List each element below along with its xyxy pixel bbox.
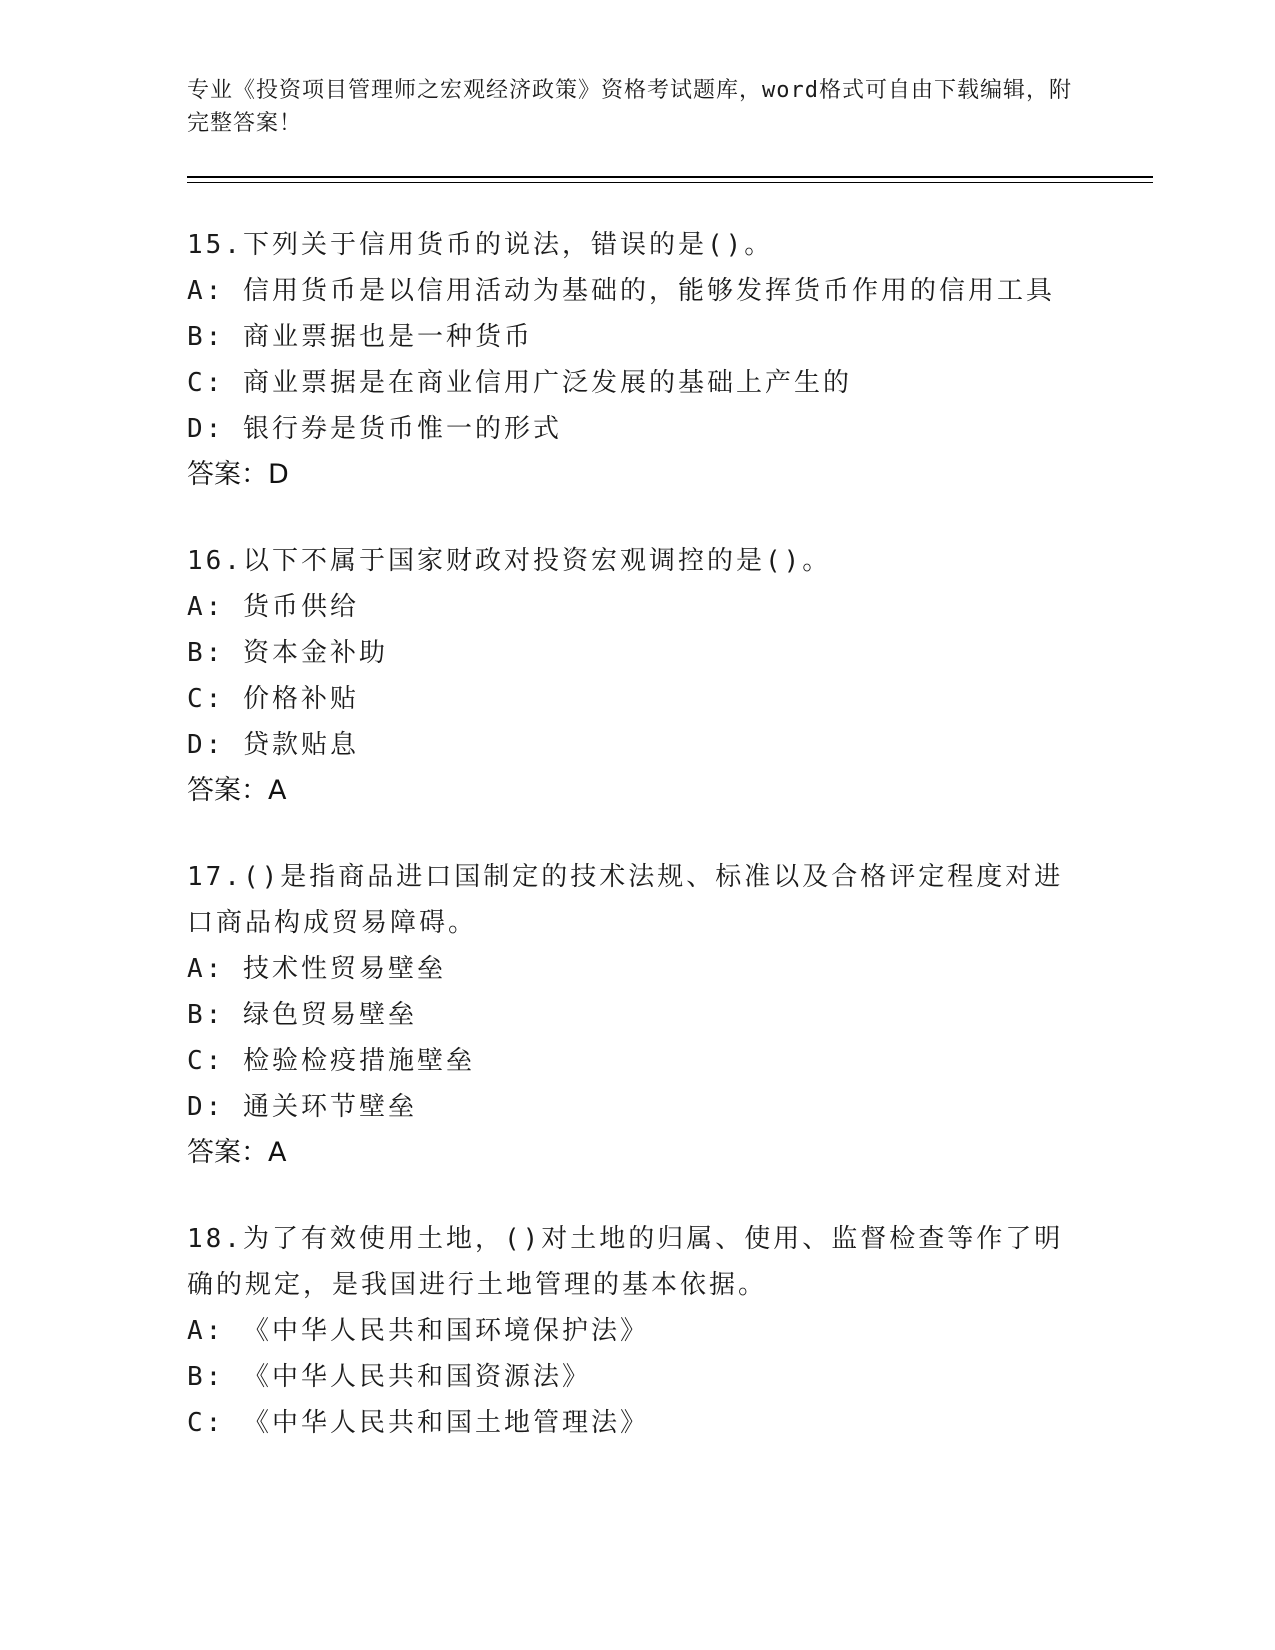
- option-c: C: 检验检疫措施壁垒: [187, 1046, 475, 1076]
- option-b: B: 商业票据也是一种货币: [187, 322, 533, 352]
- option-a: A: 技术性贸易壁垒: [187, 954, 446, 984]
- question-stem: 18.为了有效使用土地，()对土地的归属、使用、监督检查等作了明确的规定，是我国进行土地管理的基本依据。: [187, 1224, 1064, 1300]
- option-a: A: 信用货币是以信用活动为基础的，能够发挥货币作用的信用工具: [187, 276, 1055, 306]
- option-b: B: 资本金补助: [187, 638, 388, 668]
- option-d: D: 贷款贴息: [187, 730, 359, 760]
- question-stem: 17.()是指商品进口国制定的技术法规、标准以及合格评定程度对进口商品构成贸易障碍。: [187, 862, 1064, 938]
- option-c: C: 《中华人民共和国土地管理法》: [187, 1408, 649, 1438]
- answer-label: 答案：D: [187, 459, 289, 490]
- option-d: D: 银行券是货币惟一的形式: [187, 414, 562, 444]
- header-divider-thick: [187, 176, 1153, 178]
- question-15: [187, 222, 1087, 498]
- question-stem: 15.下列关于信用货币的说法，错误的是()。: [187, 230, 774, 260]
- option-a: A: 《中华人民共和国环境保护法》: [187, 1316, 649, 1346]
- question-17: [187, 854, 1087, 1176]
- answer-label: 答案：A: [187, 1137, 287, 1168]
- option-c: C: 价格补贴: [187, 684, 359, 714]
- document-header: 专业《投资项目管理师之宏观经济政策》资格考试题库，word格式可自由下载编辑，附完整答案！: [187, 78, 1072, 136]
- option-b: B: 绿色贸易壁垒: [187, 1000, 417, 1030]
- option-b: B: 《中华人民共和国资源法》: [187, 1362, 591, 1392]
- option-a: A: 货币供给: [187, 592, 359, 622]
- question-18: [187, 1216, 1087, 1446]
- option-d: D: 通关环节壁垒: [187, 1092, 417, 1122]
- option-c: C: 商业票据是在商业信用广泛发展的基础上产生的: [187, 368, 852, 398]
- question-16: [187, 538, 1087, 814]
- question-stem: 16.以下不属于国家财政对投资宏观调控的是()。: [187, 546, 832, 576]
- header-divider-thin: [187, 182, 1153, 183]
- answer-label: 答案：A: [187, 775, 287, 806]
